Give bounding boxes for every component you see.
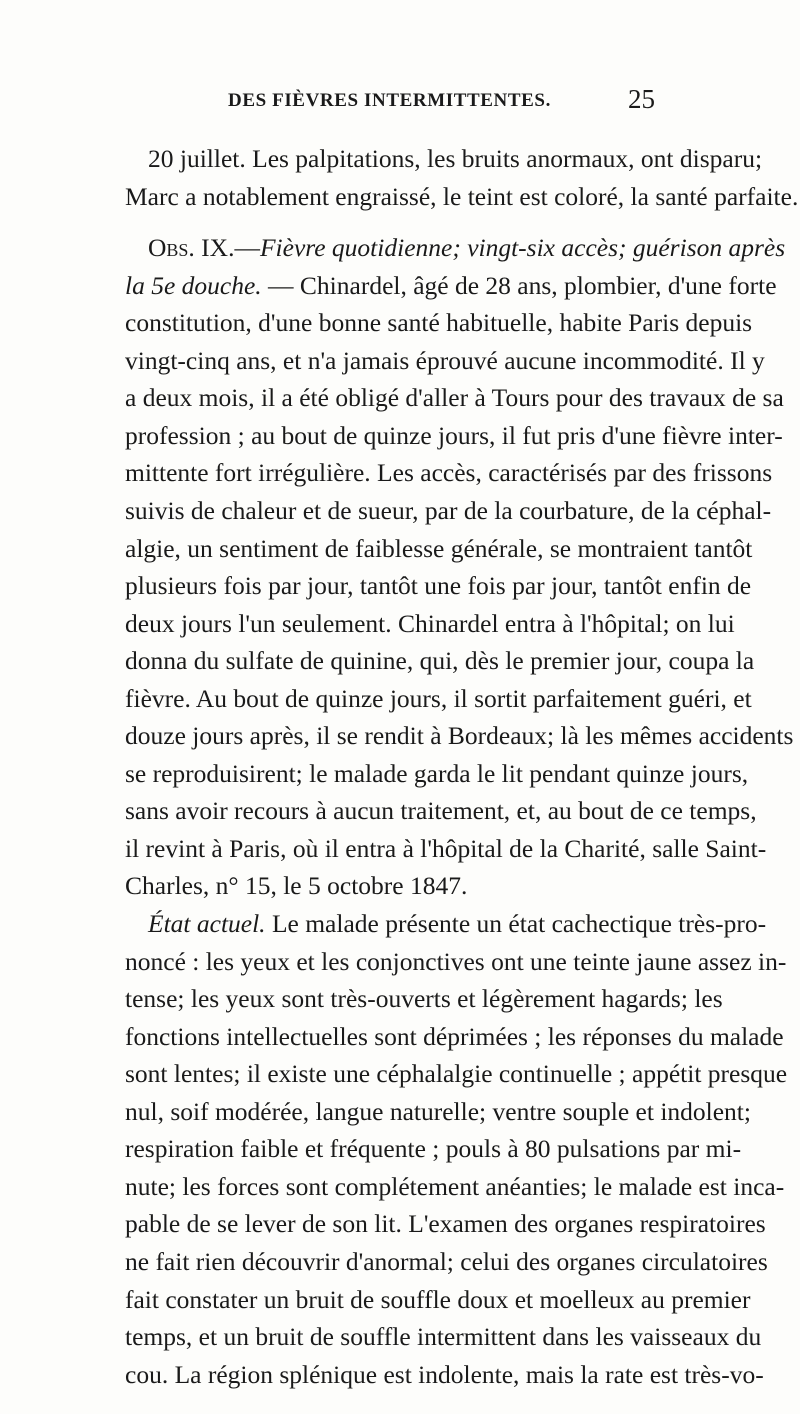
text-run: douze jours après, il se rendit à Bordeaux; là les mêmes accidents [125,721,794,751]
text-run: vingt-cinq ans, et n'a jamais éprouvé aucune incommodité. Il y [125,345,765,375]
text-line [125,645,755,677]
text-run: fièvre. Au bout de quinze jours, il sortit parfaitement guéri, et [125,683,752,713]
text-run: profession ; au bout de quinze jours, il fut pris d'une fièvre inter- [125,420,783,450]
text-run: donna du sulfate de quinine, qui, dès le premier jour, coupa la [125,646,755,676]
text-line [125,1021,784,1053]
text-run: la 5e douche. [125,270,262,300]
text-line [125,870,677,902]
text-line [125,1321,762,1353]
text-run: deux jours l'un seulement. Chinardel entra à l'hôpital; on lui [125,608,735,638]
running-head [0,84,800,120]
text-run: noncé : les yeux et les conjonctives ont une teinte jaune assez in- [125,946,787,976]
text-line [148,232,786,264]
page-number: 25 [628,84,655,114]
text-line [125,457,773,489]
text-line [125,1096,751,1128]
text-run: nute; les forces sont complétement anéanties; le malade est inca- [125,1171,785,1201]
text-line [125,683,752,715]
text-run: État actuel. [148,909,266,938]
text-run: Fièvre quotidienne; vingt-six accès; guérison après [259,233,786,263]
text-run: nul, soif modérée, langue naturelle; ventre souple et indolent; [125,1096,751,1126]
text-run: sans avoir recours à aucun traitement, et, au bout de ce temps, [125,796,757,826]
text-run: respiration faible et fréquente ; pouls à 80 pulsations par mi- [125,1134,742,1164]
text-line [125,1133,742,1165]
text-line [125,1359,764,1391]
text-line [125,495,772,527]
text-line [125,758,749,790]
text-run: pable de se lever de son lit. L'examen des organes respiratoires [125,1209,766,1239]
text-run: suivis de chaleur et de sueur, par de la courbature, de la céphal- [125,496,772,525]
text-run: Marc a notablement engraissé, le teint est coloré, la santé parfaite. [125,181,799,211]
text-line [125,307,753,339]
text-run: sont lentes; il existe une céphalalgie continuelle ; appétit presque [125,1059,788,1089]
text-line [125,1246,768,1278]
text-line [125,420,783,452]
text-run: — Chinardel, âgé de 28 ans, plombier, d'une forte [261,270,777,300]
text-run: fonctions intellectuelles sont déprimées ; les réponses du malade [125,1021,784,1051]
text-run: Charles, n° 15, le 5 octobre 1847. [125,871,468,901]
text-line [125,570,752,602]
text-run: 20 juillet. Les palpitations, les bruits anormaux, ont disparu; [148,144,763,173]
text-line [125,946,787,978]
text-line [125,345,765,377]
text-run: il revint à Paris, où il entra à l'hôpital de la Charité, salle Saint- [125,833,767,863]
text-line [125,382,784,414]
text-run: mittente fort irrégulière. Les accès, caractérisés par des frissons [125,458,773,488]
text-line [125,983,723,1015]
text-line [125,533,753,565]
text-line [148,908,767,940]
text-run: algie, un sentiment de faiblesse générale, se montraient tantôt [125,533,753,563]
text-run: ne fait rien découvrir d'anormal; celui des organes circulatoires [125,1246,768,1276]
text-run: fait constater un bruit de souffle doux et moelleux au premier [125,1284,751,1314]
text-run: cou. La région splénique est indolente, mais la rate est très-vo- [125,1359,764,1389]
text-run: plusieurs fois par jour, tantôt une fois par jour, tantôt enfin de [125,571,752,601]
text-run: constitution, d'une bonne santé habituelle, habite Paris depuis [125,308,753,338]
text-line [125,1284,751,1316]
text-line [125,833,767,865]
text-line [125,1208,766,1240]
text-run: temps, et un bruit de souffle intermittent dans les vaisseaux du [125,1322,762,1351]
text-line [125,795,757,827]
text-line [125,608,735,640]
text-line [125,270,777,302]
text-run: se reproduisirent; le malade garda le lit pendant quinze jours, [125,758,749,788]
text-line [148,143,763,175]
text-run: Le malade présente un état cachectique très-pro- [265,909,767,938]
text-line [125,181,799,213]
text-line [125,1058,788,1090]
text-run: tense; les yeux sont très-ouverts et légèrement hagards; les [125,984,723,1014]
text-line [125,720,794,752]
running-title: DES FIÈVRES INTERMITTENTES. [228,90,551,111]
text-run: Obs. IX.— [148,233,260,263]
text-run: a deux mois, il a été obligé d'aller à Tours pour des travaux de sa [125,383,784,413]
text-line [125,1171,785,1203]
